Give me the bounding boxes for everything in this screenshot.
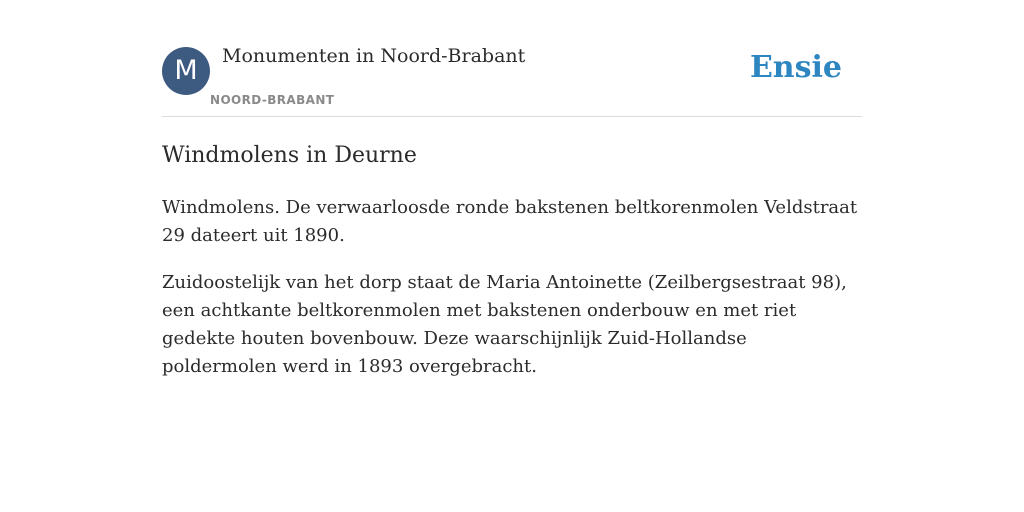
site-title[interactable]: Monumenten in Noord-Brabant: [222, 45, 526, 67]
avatar[interactable]: M: [162, 47, 210, 95]
article-paragraph: Zuidoostelijk van het dorp staat de Maria Antoinette (Zeilbergsestraat 98), een achtkante beltkorenmolen met bakstenen onderbouw en met riet gedekte houten bovenbouw. Deze waarschijnlijk Zuid-Hollandse poldermolen werd in 1893 overgebracht.: [162, 272, 847, 377]
article-paragraph: Windmolens. De verwaarloosde ronde bakstenen beltkorenmolen Veldstraat 29 dateert uit 1890.: [162, 197, 858, 246]
region-label[interactable]: NOORD-BRABANT: [210, 93, 335, 107]
article-title: Windmolens in Deurne: [162, 143, 417, 168]
brand-logo[interactable]: Ensie: [749, 50, 842, 85]
page: [162, 0, 862, 512]
header: [162, 0, 862, 117]
